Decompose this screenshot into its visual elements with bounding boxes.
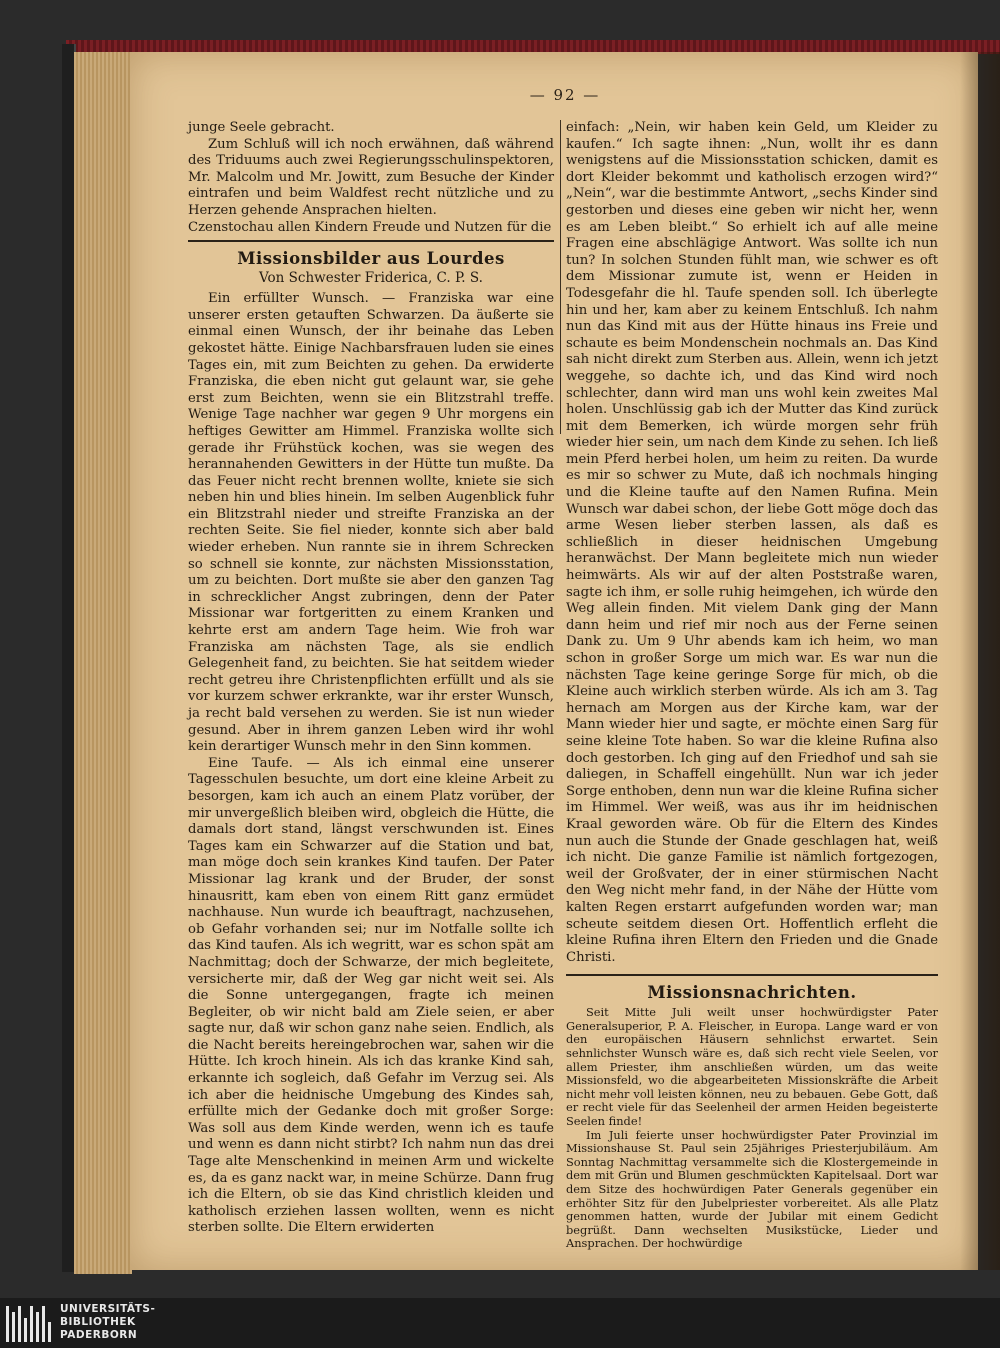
article-paragraph: Ein erfüllter Wunsch. — Franziska war eine unserer ersten getauften Schwarzen. Da äußerte sie einmal einen Wunsch, der ihr beinahe das Leben gekostet hätte. Einige Nachbarsfrauen luden sie eines Tages ein, mit zum Beichten zu gehen. Da erwiderte Franziska, die eben nicht gut gelaunt war, sie gehe erst zum Beichten, wenn sie ein Blitzstrahl treffe. Wenige Tage nachher war gegen 9 Uhr morgens ein heftiges Gewitter am Himmel. Franziska wollte sich gerade ihr Frühstück kochen, was sie wegen des herannahenden Gewitters in der Hütte tun mußte. Da das Feuer nicht recht brennen wollte, kniete sie sich neben hin und blies hinein. Im selben Augenblick fuhr ein Blitzstrahl nieder und streifte Franziska an der rechten Seite. Sie fiel nieder, konnte sich aber bald wieder erheben. Nun rannte sie in ihrem Schrecken so schnell sie konnte, zur nächsten Missionsstation, um zu beichten. Dort mußte sie aber den ganzen Tag in schrecklicher Angst zubringen, denn der Pater Missionar war fortgeritten zu einem Kranken und kehrte erst am andern Tage heim. Wie froh war Franziska am nächsten Tage, als sie endlich Gelegenheit fand, zu beichten. Sie hat seitdem wieder recht getreu ihre Christenpflichten erfüllt und als sie vor kurzem schwer erkrankte, war ihr erster Wunsch, ja recht bald versehen zu werden. Sie ist nun wieder gesund. Aber in ihrem ganzen Leben wird ihr wohl kein derartiger Wunsch mehr in den Sinn kommen. xyxy=(188,291,554,755)
intro-paragraph: Czenstochau allen Kindern Freude und Nutzen für die xyxy=(188,219,552,235)
right-column xyxy=(566,120,938,1251)
news-title: Missionsnachrichten. xyxy=(647,983,857,1003)
library-name-line: BIBLIOTHEK xyxy=(60,1316,136,1328)
footer-bar xyxy=(0,1298,1000,1348)
intro-line: junge Seele gebracht. xyxy=(188,120,335,135)
section-rule xyxy=(188,240,554,242)
university-library-logo-icon xyxy=(6,1306,52,1342)
page-number: — 92 — xyxy=(529,86,601,104)
article-byline: Von Schwester Friderica, C. P. S. xyxy=(259,270,483,287)
article-title: Missionsbilder aus Lourdes xyxy=(237,249,505,269)
column-divider xyxy=(560,120,561,434)
left-column xyxy=(188,120,554,1237)
section-rule xyxy=(566,974,938,976)
page-stack-edge xyxy=(74,52,132,1274)
library-name-line: UNIVERSITÄTS- xyxy=(60,1303,156,1315)
article-paragraph: Eine Taufe. — Als ich einmal eine unserer Tagesschulen besuchte, um dort eine kleine Arbeit zu besorgen, kam ich auch an einem Platz vorüber, der mir unvergeßlich bleiben wird, obgleich die Hütte, die damals dort stand, längst verschwunden ist. Eines Tages kam ein Schwarzer auf die Station und bat, man möge doch sein krankes Kind taufen. Der Pater Missionar lag krank und der Bruder, der sonst hinausritt, kam eben von einem Ritt ganz ermüdet nachhause. Nun wurde ich beauftragt, nachzusehen, ob Gefahr vorhanden sei; nur im Notfalle sollte ich das Kind taufen. Als ich wegritt, war es schon spät am Nachmittag; doch der Schwarze, der mich begleitete, versicherte mir, daß der Weg gar nicht weit sei. Als die Sonne untergegangen, fragte ich meinen Begleiter, ob wir nicht bald am Ziele seien, er aber sagte nur, daß wir schon ganz nahe seien. Endlich, als die Nacht bereits hereingebrochen war, sahen wir die Hütte. Ich kroch hinein. Als ich das kranke Kind sah, erkannte ich sogleich, daß Gefahr im Verzug sei. Als ich aber die heidnische Umgebung des Kindes sah, erfüllte mich der Gedanke doch mit großer Sorge: Was soll aus dem Kinde werden, wenn ich es taufe und wenn es dann nicht stirbt? Ich nahm nun das drei Tage alte Menschenkind in meinen Arm und wickelte es, da es ganz nackt war, in meine Schürze. Dann frug ich die Eltern, ob sie das Kind christlich kleiden und katholisch erziehen lassen wollten, wenn es nicht sterben sollte. Die Eltern erwiderten xyxy=(188,755,554,1236)
intro-paragraph: Zum Schluß will ich noch erwähnen, daß während des Triduums auch zwei Regierungsschulinspektoren, Mr. Malcolm und Mr. Jowitt, zum Besuche der Kinder eintrafen und beim Waldfest recht nützliche und zu Herzen gehende Ansprachen hielten. xyxy=(188,136,554,218)
news-paragraph: Seit Mitte Juli weilt unser hochwürdigster Pater Generalsuperior, P. A. Fleischer, in Europa. Lange ward er von den europäischen Häusern sehnlichst erwartet. Sein sehnlichster Wunsch wäre es, daß sich recht viele Seelen, vor allem Priester, ihm anschließen würden, um das weite Missionsfeld, wo die abgearbeiteten Missionskräfte die Arbeit nicht mehr voll leisten können, neu zu bebauen. Gebe Gott, daß er recht viele für das Seelenheil der armen Heiden begeisterte Seelen finde! xyxy=(566,1005,938,1129)
page-gutter-shadow xyxy=(960,52,1000,1270)
article-paragraph: einfach: „Nein, wir haben kein Geld, um Kleider zu kaufen.“ Ich sagte ihnen: „Nun, wollt ihr es dann wenigstens auf die Missionsstation schicken, damit es dort Kleider bekommt und katholisch erzogen wird?“ „Nein“, war die bestimmte Antwort, „sechs Kinder sind gestorben und dieses eine geben wir nicht her, wenn es am Leben bleibt.“ So erhielt ich auf alle meine Fragen eine abschlägige Antwort. Was sollte ich nun tun? In solchen Stunden fühlt man, wie schwer es oft dem Missionar zumute ist, wenn er Heiden in Todesgefahr die hl. Taufe spenden soll. Ich überlegte hin und her, kam aber zu keinem Entschluß. Ich nahm nun das Kind mit aus der Hütte hinaus ins Freie und schaute es beim Mondenschein nochmals an. Das Kind sah nicht direkt zum Sterben aus. Allein, wenn ich jetzt weggehe, so dachte ich, und das Kind wird noch schlechter, dann wird man uns wohl kein zweites Mal holen. Unschlüssig gab ich der Mutter das Kind zurück mit dem Bemerken, ich würde morgen sehr früh wieder hier sein, um nach dem Kinde zu sehen. Ich ließ mein Pferd herbei holen, um heim zu reiten. Da wurde es mir so schwer zu Mute, daß ich nochmals hinging und die Kleine taufte auf den Namen Rufina. Mein Wunsch war dabei schon, der liebe Gott möge doch das arme Wesen lieber sterben lassen, als daß es schließlich in dieser heidnischen Umgebung heranwächst. Der Mann begleitete mich nun wieder heimwärts. Als wir auf der alten Poststraße waren, sagte ich ihm, er solle ruhig heimgehen, ich würde den Weg allein finden. Mit vielem Dank ging der Mann dann heim und rief mir noch aus der Ferne seinen Dank zu. Um 9 Uhr abends kam ich heim, wo man schon in großer Sorge um mich war. Es war nun die nächsten Tage keine geringe Sorge für mich, ob die Kleine auch wirklich sterben würde. Als ich am 3. Tag hernach am Morgen aus der Kirche kam, war der Mann wieder hier und sagte, er möchte einen Sarg für seine kleine Tote haben. So war die kleine Rufina also doch gestorben. Ich ging auf den Friedhof und sah sie daliegen, in Schaffell eingehüllt. Nun war ich jeder Sorge enthoben, denn nun war die kleine Rufina sicher im Himmel. Wer weiß, was aus ihr im heidnischen Kraal geworden wäre. Ob für die Eltern des Kindes nun auch die Stunde der Gnade geschlagen hat, weiß ich nicht. Die ganze Familie ist nämlich fortgezogen, weil der Großvater, der in einer stürmischen Nacht den Weg nicht mehr fand, in der Nähe der Hütte vom kalten Regen erstarrt aufgefunden worden war; man scheute seitdem diesen Ort. Hoffentlich erfleht die kleine Rufina ihren Eltern den Frieden und die Gnade Christi. xyxy=(566,120,939,965)
library-name xyxy=(60,1303,155,1342)
library-name-line: PADERBORN xyxy=(60,1329,138,1341)
news-paragraph: Im Juli feierte unser hochwürdigster Pater Provinzial im Missionshause St. Paul sein 25jähriges Priesterjubiläum. Am Sonntag Nachmittag versammelte sich die Klostergemeinde in dem mit Grün und Blumen geschmückten Kapitelsaal. Dort war dem Sitze des hochwürdigen Pater Generals gegenüber ein erhöhter Sitz für den Jubelpriester vorbereitet. Als alle Platz genommen hatten, wurde der Jubilar mit einem Gedicht begrüßt. Dann wechselten Musikstücke, Lieder und Ansprachen. Der hochwürdige xyxy=(566,1127,938,1251)
